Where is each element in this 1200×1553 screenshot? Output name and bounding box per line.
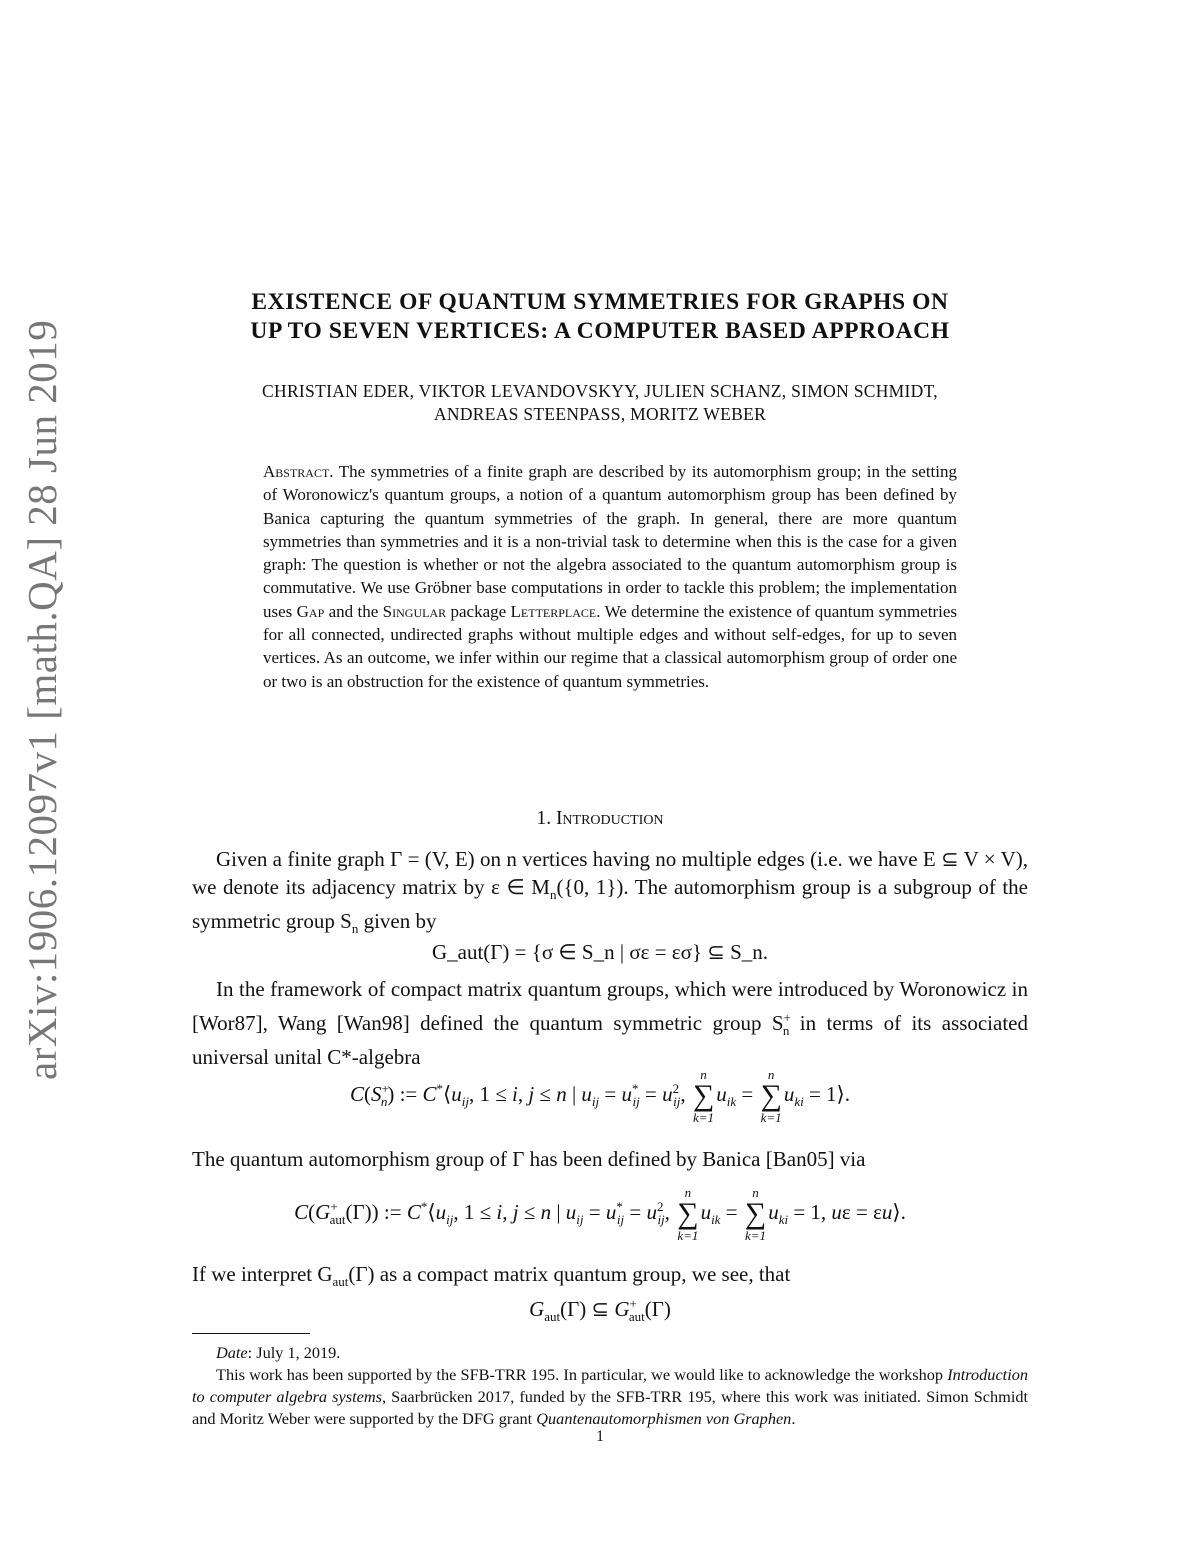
grant-name: Quantenautomorphismen von Graphen: [536, 1409, 792, 1428]
intro-p1-text-b: ({0, 1}). The automorphism group is a subgroup of the symmetric group S: [192, 874, 1029, 934]
section-heading: [160, 808, 1040, 830]
title-line-2: UP TO SEVEN VERTICES: A COMPUTER BASED APPROACH: [250, 318, 950, 344]
paper-title: [160, 288, 1040, 346]
intro-p2-text: In the framework of compact matrix quantum groups, which were introduced by Woronowicz in [Wor87], Wang [Wan98] defined the quantum symmetric group S: [192, 977, 1028, 1035]
intro-p1-sub2: n: [351, 921, 359, 937]
authors-line-1: CHRISTIAN EDER, VIKTOR LEVANDOVSKYY, JULIEN SCHANZ, SIMON SCHMIDT,: [262, 381, 938, 401]
intro-p2-text-b: in terms of its associated universal unital C*-algebra: [192, 1010, 1028, 1070]
intro-paragraph-1: [192, 846, 1028, 943]
footnote-rule: [192, 1333, 310, 1334]
footnotes: [192, 1342, 1028, 1430]
equation-quantum-symmetric-group: $C(S^+_n)$ := $C^*⟨u_{ij}$, 1 ≤ i, j ≤ n | $u_{ij} = u^*_{ij} = u^2_{ij}$, n ∑ k=1 $u_{ik}$ = n ∑ k=1 $u_{ki}$ = 1⟩.: [349, 1067, 851, 1125]
page-number: 1: [596, 1428, 604, 1445]
support-text-a: This work has been supported by the SFB-TRR 195. In particular, we would like to acknowledge the workshop: [216, 1365, 948, 1384]
intro-p1-text-c: given by: [358, 909, 437, 934]
abstract-gap: Gap: [296, 601, 325, 621]
date-label: Date: [216, 1343, 248, 1362]
arxiv-identifier-stamp: arXiv:1906.12097v1 [math.QA] 28 Jun 2019: [19, 319, 65, 1080]
footnote-date: [192, 1342, 1028, 1364]
abstract: [263, 460, 957, 693]
section-title: Introduction: [555, 808, 664, 829]
section-number: 1.: [536, 808, 552, 829]
intro-p1-sub: n: [549, 886, 557, 902]
intro-p1-text-a: Given a finite graph Γ = (V, E) on n vertices having no multiple edges (i.e. we have E ⊆ V × V), we denote its adjacency matrix by ε ∈ M: [192, 847, 1028, 899]
intro-paragraph-2: In the framework of compact matrix quantum groups, which were introduced by Woronowicz in [Wor87], Wang [Wan98] defined the quantum symmetric group $S^+_n$ in terms of its associated universal unital C*-algebra: [192, 977, 1028, 1070]
footnote-support: [192, 1364, 1028, 1430]
abstract-singular: Singular: [382, 601, 447, 621]
date-value: : July 1, 2019.: [247, 1343, 341, 1362]
abstract-text-4: . We determine the existence of quantum symmetries for all connected, undirected graphs without multiple edges and without self-edges, for up to seven vertices. As an outcome, we infer within our regime that a classical automorphism group of order one or two is an obstruction for the existence of quantum symmetries.: [263, 601, 957, 691]
equation-automorphism-group: G_aut(Γ) = {σ ∈ S_n | σε = εσ} ⊆ S_n.: [431, 940, 769, 964]
abstract-text-2: and the: [324, 601, 383, 621]
author-list: [160, 380, 1040, 426]
title-line-1: EXISTENCE OF QUANTUM SYMMETRIES FOR GRAPHS ON: [251, 289, 949, 315]
intro-p4-sub: aut: [332, 1274, 349, 1290]
intro-p4-text-b: (Γ) as a compact matrix quantum group, we see, that: [348, 1262, 791, 1286]
authors-line-2: ANDREAS STEENPASS, MORITZ WEBER: [433, 404, 767, 424]
support-text-c: .: [791, 1409, 796, 1428]
support-text-b: , Saarbrücken 2017, funded by the SFB-TRR 195, where this work was initiated. Simon Schmidt and Moritz Weber were supported by the DFG grant: [192, 1387, 1029, 1428]
abstract-text-1: The symmetries of a finite graph are described by its automorphism group; in the setting of Woronowicz's quantum groups, a notion of a quantum automorphism group has been defined by Banica capturing the quantum symmetries of the graph. In general, there are more quantum symmetries than symmetries and it is a non-trivial task to determine when this is the case for a given graph: The question is whether or not the algebra associated to the quantum automorphism group is commutative. We use Gröbner base computations in order to tackle this problem; the implementation uses: [263, 462, 957, 621]
abstract-heading: Abstract.: [263, 462, 334, 481]
abstract-letterplace: Letterplace: [510, 601, 597, 621]
equation-quantum-automorphism-group: $C(G^+_{aut}(\Gamma))$ := $C^*⟨u_{ij}$, 1 ≤ i, j ≤ n | $u_{ij} = u^*_{ij} = u^2_{ij}$, n ∑ k=1 $u_{ik}$ = n ∑ k=1 $u_{ki} = 1$, uε = εu⟩.: [294, 1185, 906, 1243]
abstract-text-3: package: [446, 601, 511, 621]
equation-inclusion: $G_{aut}(\Gamma)$ ⊆ $G^+_{aut}(\Gamma)$: [529, 1296, 671, 1325]
workshop-name: Introduction to computer algebra systems: [192, 1365, 1028, 1406]
intro-p4-text-a: If we interpret G: [192, 1262, 333, 1286]
intro-paragraph-4: [192, 1261, 1028, 1296]
intro-paragraph-3: The quantum automorphism group of Γ has been defined by Banica [Ban05] via: [192, 1147, 866, 1171]
